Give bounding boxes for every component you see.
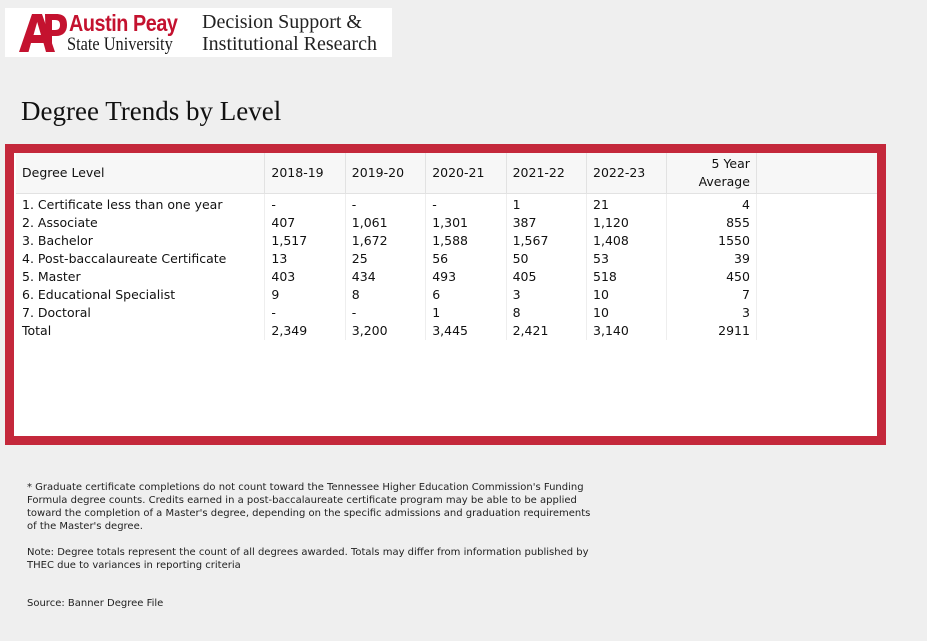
department-name-line2: Institutional Research — [202, 33, 377, 55]
table-row — [16, 304, 877, 322]
five-year-average-cell: 39 — [667, 250, 757, 268]
year-value-cell: 407 — [265, 214, 345, 232]
table-frame — [5, 144, 886, 445]
year-value-cell: 1,408 — [587, 232, 667, 250]
year-value-cell: 1,061 — [345, 214, 425, 232]
ap-logo-icon — [19, 14, 67, 52]
year-value-cell: 1,517 — [265, 232, 345, 250]
year-value-cell: 1,588 — [426, 232, 506, 250]
five-year-average-cell: 450 — [667, 268, 757, 286]
table-header-row — [16, 153, 877, 193]
degree-totals-note: Note: Degree totals represent the count of all degrees awarded. Totals may differ from information published by THEC due to variances in reporting criteria — [27, 547, 589, 571]
year-value-cell: 1,120 — [587, 214, 667, 232]
year-value-cell: 1,567 — [506, 232, 586, 250]
degree-level-cell: 4. Post-baccalaureate Certificate — [16, 250, 265, 268]
avg-header-line2: Average — [698, 173, 750, 189]
column-header-2020-21[interactable]: 2020-21 — [426, 153, 506, 193]
source-note: Source: Banner Degree File — [27, 598, 164, 609]
table-row — [16, 232, 877, 250]
degree-level-cell: Total — [16, 322, 265, 340]
degree-level-cell: 1. Certificate less than one year — [16, 193, 265, 214]
table-row — [16, 214, 877, 232]
year-value-cell: 6 — [426, 286, 506, 304]
degree-level-cell: 5. Master — [16, 268, 265, 286]
year-value-cell: 3,445 — [426, 322, 506, 340]
year-value-cell: 1 — [506, 193, 586, 214]
year-value-cell: - — [345, 304, 425, 322]
column-header-2022-23[interactable]: 2022-23 — [587, 153, 667, 193]
institution-logo[interactable] — [5, 8, 392, 57]
table-body — [16, 193, 877, 340]
degree-level-cell: 3. Bachelor — [16, 232, 265, 250]
five-year-average-cell: 855 — [667, 214, 757, 232]
year-value-cell: 434 — [345, 268, 425, 286]
year-value-cell: 2,349 — [265, 322, 345, 340]
year-value-cell: 56 — [426, 250, 506, 268]
year-value-cell: 3 — [506, 286, 586, 304]
table-row — [16, 286, 877, 304]
year-value-cell: 387 — [506, 214, 586, 232]
spacer-cell — [756, 250, 877, 268]
year-value-cell: 2,421 — [506, 322, 586, 340]
table-panel — [14, 153, 877, 436]
year-value-cell: 9 — [265, 286, 345, 304]
spacer-cell — [756, 322, 877, 340]
year-value-cell: 518 — [587, 268, 667, 286]
five-year-average-cell: 2911 — [667, 322, 757, 340]
year-value-cell: 8 — [345, 286, 425, 304]
column-header-2021-22[interactable]: 2021-22 — [506, 153, 586, 193]
year-value-cell: 1,672 — [345, 232, 425, 250]
spacer-cell — [756, 193, 877, 214]
spacer-cell — [756, 214, 877, 232]
column-header-2019-20[interactable]: 2019-20 — [345, 153, 425, 193]
table-row — [16, 250, 877, 268]
year-value-cell: 403 — [265, 268, 345, 286]
year-value-cell: 10 — [587, 304, 667, 322]
spacer-cell — [756, 268, 877, 286]
year-value-cell: 13 — [265, 250, 345, 268]
year-value-cell: 3,140 — [587, 322, 667, 340]
degree-level-cell: 6. Educational Specialist — [16, 286, 265, 304]
year-value-cell: 25 — [345, 250, 425, 268]
department-name-line1: Decision Support & — [202, 11, 362, 33]
table-total-row — [16, 322, 877, 340]
year-value-cell: 50 — [506, 250, 586, 268]
table-row — [16, 268, 877, 286]
five-year-average-cell: 1550 — [667, 232, 757, 250]
spacer-cell — [756, 232, 877, 250]
degree-level-cell: 7. Doctoral — [16, 304, 265, 322]
university-name-line2: State University — [67, 34, 173, 55]
year-value-cell: 405 — [506, 268, 586, 286]
year-value-cell: - — [345, 193, 425, 214]
graduate-certificate-note: * Graduate certificate completions do not count toward the Tennessee Higher Education Commission's Funding Formula degree counts. Credits earned in a post-baccalaureate certificate program may be able to be applied toward the completion of a Master's degree, depending on the specific admissions and graduation requirements of the Master's degree. — [27, 482, 591, 532]
year-value-cell: 1 — [426, 304, 506, 322]
year-value-cell: 1,301 — [426, 214, 506, 232]
year-value-cell: 53 — [587, 250, 667, 268]
five-year-average-cell: 3 — [667, 304, 757, 322]
table-row — [16, 193, 877, 214]
spacer-cell — [756, 286, 877, 304]
year-value-cell: 493 — [426, 268, 506, 286]
column-header-spacer — [756, 153, 877, 193]
column-header-2018-19[interactable]: 2018-19 — [265, 153, 345, 193]
year-value-cell: 21 — [587, 193, 667, 214]
five-year-average-cell: 4 — [667, 193, 757, 214]
spacer-cell — [756, 304, 877, 322]
footnotes — [27, 481, 597, 572]
degree-level-cell: 2. Associate — [16, 214, 265, 232]
degree-trends-table — [16, 153, 877, 340]
year-value-cell: 8 — [506, 304, 586, 322]
avg-header-line1: 5 Year — [711, 155, 750, 171]
year-value-cell: - — [265, 304, 345, 322]
year-value-cell: 3,200 — [345, 322, 425, 340]
column-header-degree-level[interactable]: Degree Level — [16, 153, 265, 193]
year-value-cell: - — [426, 193, 506, 214]
university-name-line1: Austin Peay — [69, 10, 178, 36]
column-header-5-year-average[interactable] — [667, 153, 757, 193]
five-year-average-cell: 7 — [667, 286, 757, 304]
year-value-cell: - — [265, 193, 345, 214]
page-title: Degree Trends by Level — [21, 96, 282, 126]
year-value-cell: 10 — [587, 286, 667, 304]
